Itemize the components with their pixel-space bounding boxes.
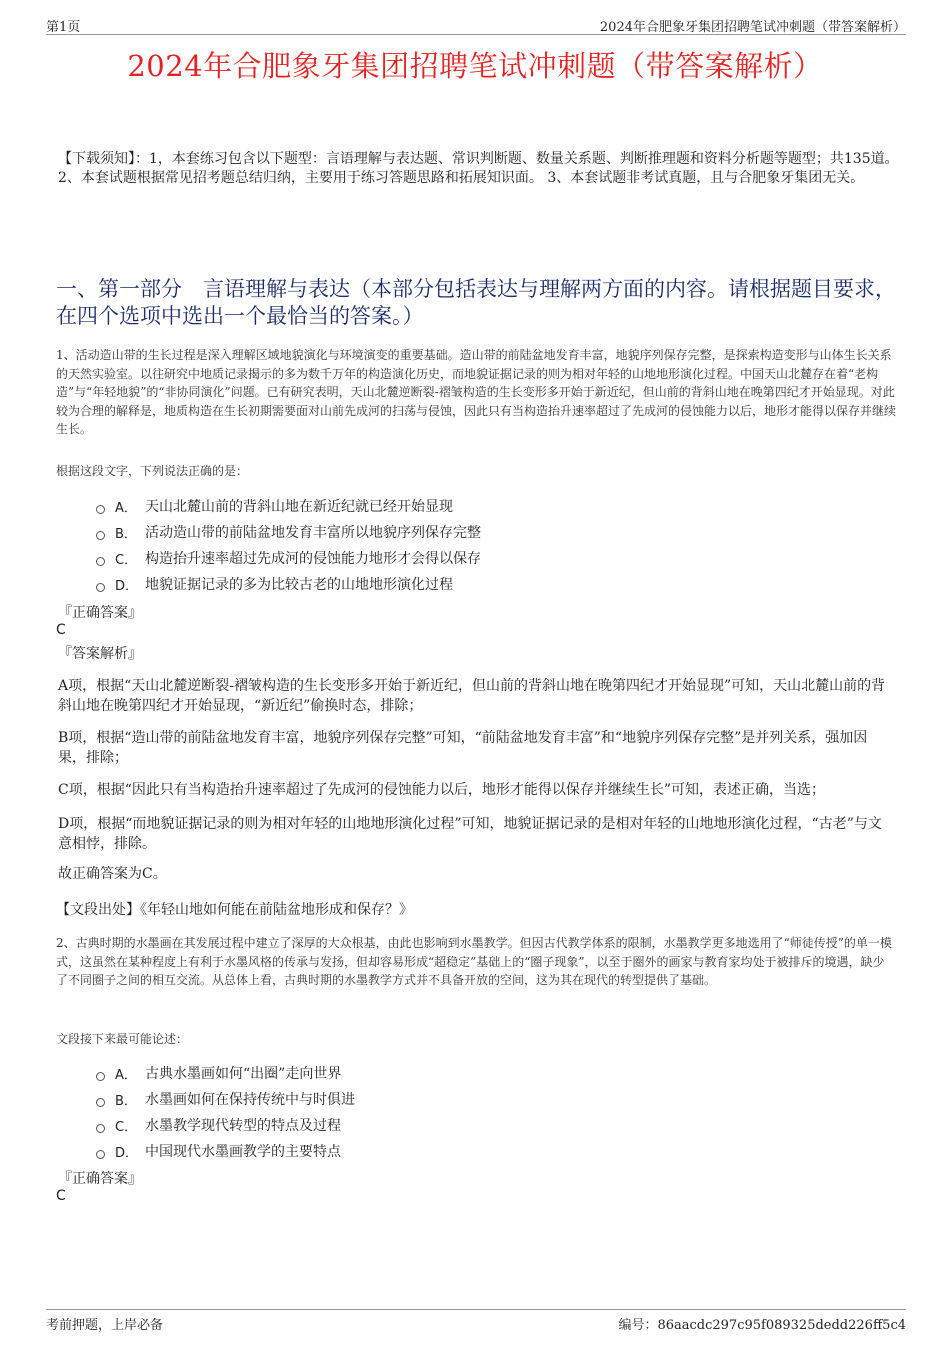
document-title: 2024年合肥象牙集团招聘笔试冲刺题（带答案解析） (127, 49, 823, 83)
q1-passage: 1、活动造山带的生长过程是深入理解区域地貌演化与环境演变的重要基础。造山带的前陆盆地发育丰富，地貌序列保存完整，是探索构造变形与山体生长关系的天然实验室。以往研究中地质记录揭示的多为数千万年的构造演化历史，而地貌证据记录的则为相对年轻的山地地形演化过程。中国天山北麓存在着“老构造”与“年轻地貌”的“非协同演化”问题。已有研究表明，天山北麓逆断裂-褶皱构造的生长变形多开始于新近纪，但山前的背斜山地在晚第四纪才开始显现。对此较为合理的解释是，地质构造在生长初期需要面对山前先成河的扫荡与侵蚀，因此只有当构造抬升速率超过了先成河的侵蚀能力以后，地形才能得以保存并继续生长。 (56, 348, 897, 436)
section-heading: 一、第一部分 言语理解与表达（本部分包括表达与理解两方面的内容。请根据题目要求，在四个选项中选出一个最恰当的答案。） (56, 277, 896, 328)
q1-option-b[interactable]: B． 活动造山带的前陆盆地发育丰富所以地貌序列保存完整 (96, 519, 796, 545)
page-number: 第1页 (46, 20, 81, 35)
q1-source: 【文段出处】《年轻山地如何能在前陆盆地形成和保存？》 (56, 902, 413, 918)
q1-analysis-b: B项，根据“造山带的前陆盆地发育丰富，地貌序列保存完整”可知，“前陆盆地发育丰富”和“地貌序列保存完整”是并列关系，强加因果，排除； (58, 730, 868, 766)
page-header (46, 14, 906, 35)
q2-option-d[interactable]: D． 中国现代水墨画教学的主要特点 (96, 1138, 796, 1164)
footer-doc-id: 编号：86aacdc297c95f089325dedd226ff5c4 (618, 1318, 906, 1333)
q2-prompt: 文段接下来最可能论述： (56, 1032, 189, 1046)
radio-icon[interactable] (96, 531, 105, 540)
q2-option-b[interactable]: B． 水墨画如何在保持传统中与时俱进 (96, 1086, 796, 1112)
download-notice: 【下载须知】：1，本套练习包含以下题型：言语理解与表达题、常识判断题、数量关系题、判断推理题和资料分析题等题型；共135道。 2、本套试题根据常见招考题总结归纳，主要用于练习答题思路和拓展知识面。 3、本套试题非考试真题，且与合肥象牙集团无关。 (58, 151, 899, 186)
radio-icon[interactable] (96, 1124, 105, 1133)
q2-answer-label: 『正确答案』 (58, 1171, 142, 1187)
q2-options (96, 1060, 796, 1164)
footer-slogan: 考前押题，上岸必备 (46, 1318, 164, 1333)
radio-icon[interactable] (96, 583, 105, 592)
q1-answer-label: 『正确答案』 (58, 605, 142, 621)
radio-icon[interactable] (96, 505, 105, 514)
q2-answer: C (56, 1188, 66, 1204)
page-footer (46, 1309, 906, 1333)
radio-icon[interactable] (96, 1098, 105, 1107)
q2-option-a[interactable]: A． 古典水墨画如何“出圈”走向世界 (96, 1060, 796, 1086)
q2-passage: 2、古典时期的水墨画在其发展过程中建立了深厚的大众根基，由此也影响到水墨教学。但因古代教学体系的限制，水墨教学更多地选用了“师徒传授”的单一模式，这虽然在某种程度上有利于水墨风格的传承与发扬，但却容易形成“超稳定”基础上的“圈子现象”，以至于圈外的画家与教育家均处于被排斥的境遇，缺少了不同圈子之间的相互交流。从总体上看，古典时期的水墨教学方式并不具备开放的空间，这为其在现代的转型提供了基础。 (56, 936, 892, 987)
q1-analysis-c: C项，根据“因此只有当构造抬升速率超过了先成河的侵蚀能力以后，地形才能得以保存并继续生长”可知，表述正确，当选； (58, 782, 826, 798)
q2-option-c[interactable]: C． 水墨教学现代转型的特点及过程 (96, 1112, 796, 1138)
q1-analysis-a: A项，根据“天山北麓逆断裂-褶皱构造的生长变形多开始于新近纪，但山前的背斜山地在晚第四纪才开始显现”可知，天山北麓山前的背斜山地在晚第四纪才开始显现，“新近纪”偷换时态，排除； (58, 678, 886, 714)
q1-options (96, 493, 796, 597)
header-doc-title: 2024年合肥象牙集团招聘笔试冲刺题（带答案解析） (599, 20, 906, 35)
q1-analysis-d: D项，根据“而地貌证据记录的则为相对年轻的山地地形演化过程”可知，地貌证据记录的是相对年轻的山地地形演化过程，“古老”与文意相悖，排除。 (58, 816, 882, 852)
q1-answer: C (56, 622, 66, 638)
q1-option-d[interactable]: D． 地貌证据记录的多为比较古老的山地地形演化过程 (96, 571, 796, 597)
radio-icon[interactable] (96, 557, 105, 566)
radio-icon[interactable] (96, 1072, 105, 1081)
q1-option-a[interactable]: A． 天山北麓山前的背斜山地在新近纪就已经开始显现 (96, 493, 796, 519)
q1-conclusion: 故正确答案为C。 (58, 866, 167, 882)
radio-icon[interactable] (96, 1150, 105, 1159)
q1-prompt: 根据这段文字，下列说法正确的是： (56, 464, 249, 478)
q1-analysis-label: 『答案解析』 (58, 646, 142, 662)
q1-option-c[interactable]: C． 构造抬升速率超过先成河的侵蚀能力地形才会得以保存 (96, 545, 796, 571)
